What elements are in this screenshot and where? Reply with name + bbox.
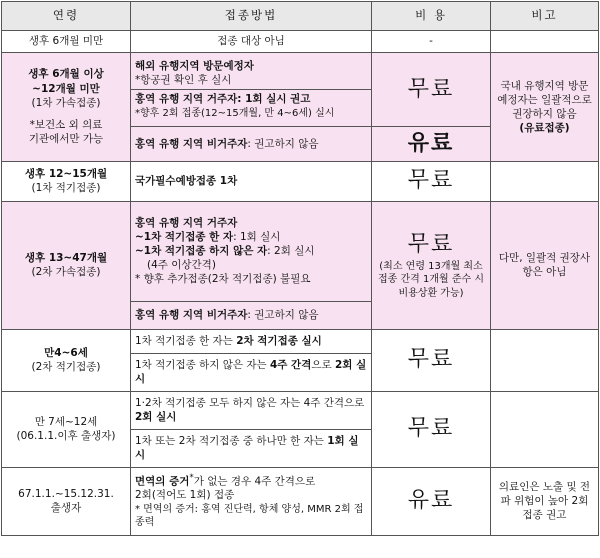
header-method: 접종방법 — [131, 2, 372, 31]
method-bold: ~1차 적기접종 하지 않은 자 — [135, 245, 268, 258]
method-cell — [131, 429, 372, 467]
method-sub: *향후 2회 접종(12~15개월, 만 4~6세) 실시 — [135, 107, 335, 119]
method-text: : 권고하지 않음 — [247, 309, 319, 322]
method-text: 1차 적기접종 한 자는 — [135, 335, 237, 348]
method-text: 1차 적기접종 하지 않은 자는 — [135, 359, 270, 372]
method-text: 1·2차 적기접종 모두 하지 않은 자는 4주 간격으로 — [135, 397, 365, 410]
age-line: (2차 적기접종) — [31, 361, 101, 374]
method-text: 1차 또는 2차 적기접종 중 하나만 한 자는 — [135, 435, 328, 448]
method-text: : 2회 실시 — [267, 245, 315, 258]
note-cell — [491, 329, 599, 391]
method-cell — [131, 201, 372, 301]
age-line: 생후 12~15개월 — [24, 168, 108, 181]
method-bold: 면역의 증거 — [135, 475, 190, 488]
cost-cell: 무료 — [372, 391, 491, 467]
age-line: 67.1.1.~15.12.31. — [18, 488, 114, 501]
method-sub: * 면역의 증거: 홍역 진단력, 항체 양성, MMR 2회 접종력 — [135, 503, 364, 529]
method-text: 가 없는 경우 4주 간격으로 — [193, 475, 316, 488]
method-cell — [131, 301, 372, 329]
age-note: 기관에서만 가능 — [28, 133, 104, 146]
method-title: 홍역 유행 지역 거주자: 1회 실시 권고 — [135, 93, 311, 106]
note-cell — [491, 391, 599, 467]
age-line: 생후 6개월 이상 — [28, 68, 104, 81]
note-cell: 의료인은 노출 및 전파 위험이 높아 2회 접종 권고 — [491, 467, 599, 535]
table-row — [2, 161, 599, 201]
age-cell — [2, 53, 131, 162]
age-line: (2차 가속접종) — [31, 266, 101, 279]
age-line: (06.1.1.이후 출생자) — [16, 430, 116, 443]
method-bold: 2회 실시 — [135, 411, 177, 424]
age-line: 생후 13~47개월 — [24, 252, 108, 265]
method-sup: * — [189, 472, 194, 483]
method-text: 2회(적어도 1회) 접종 — [135, 489, 235, 502]
note-cell — [491, 53, 599, 162]
method-cell — [131, 391, 372, 429]
age-line: 출생자 — [50, 502, 82, 515]
age-cell — [2, 161, 131, 201]
age-note: *보건소 외 의료 — [29, 118, 103, 131]
method-sub: *항공권 확인 후 실시 — [135, 74, 232, 87]
method-bold: 1회 실시 — [135, 435, 359, 462]
note-text: (유료접종) — [519, 122, 570, 135]
cost-cell: 유료 — [372, 127, 491, 162]
method-bold: 홍역 유행 지역 비거주자 — [135, 309, 248, 322]
method-sub: * 향후 추가접종(2차 적기접종) 불필요 — [135, 273, 311, 286]
method-title: 해외 유행지역 방문예정자 — [135, 59, 254, 72]
age-cell — [2, 391, 131, 467]
method-bold: 홍역 유행 지역 비거주자 — [135, 137, 248, 150]
cost-cell: 유료 — [372, 467, 491, 535]
header-note: 비고 — [491, 2, 599, 31]
method-cell — [131, 353, 372, 391]
age-line: ~12개월 미만 — [32, 82, 100, 95]
cost-cell: 무료 — [372, 161, 491, 201]
cost-note: (최소 연령 13개월 최소 접종 간격 1개월 준수 시 비용상환 가능) — [377, 260, 485, 299]
method-bold: 4주 간격 — [269, 359, 312, 372]
age-line: 만4~6세 — [44, 347, 88, 360]
age-line: (1차 가속접종) — [31, 96, 101, 109]
method-text: 으로 — [311, 359, 335, 372]
method-bold: 2차 적기접종 실시 — [236, 335, 322, 348]
age-line: (1차 적기접종) — [31, 182, 101, 195]
method-bold: ~1차 적기접종 한 자 — [135, 230, 234, 243]
note-cell: 다만, 일괄적 권장사항은 아님 — [491, 201, 599, 329]
table-row — [2, 53, 599, 127]
method-cell — [131, 127, 372, 162]
table-row — [2, 201, 599, 301]
age-cell — [2, 201, 131, 329]
cost-cell — [372, 201, 491, 329]
method-text: : 권고하지 않음 — [247, 137, 319, 150]
method-cell — [131, 329, 372, 353]
age-line: 만 7세~12세 — [34, 416, 98, 429]
method-cell — [131, 467, 372, 535]
note-text: 국내 유행지역 방문 예정자는 일괄적으로 권장하지 않음 — [497, 79, 592, 120]
table-row — [2, 467, 599, 535]
table-row — [2, 329, 599, 353]
cost-cell: - — [372, 31, 491, 53]
method-title: 홍역 유행 지역 거주자 — [135, 216, 238, 229]
table-row — [2, 391, 599, 429]
table-row — [2, 31, 599, 53]
age-cell — [2, 467, 131, 535]
cost-cell: 무료 — [372, 329, 491, 391]
note-cell — [491, 161, 599, 201]
age-cell: 생후 6개월 미만 — [2, 31, 131, 53]
method-cell: 접종 대상 아님 — [131, 31, 372, 53]
cost-value: 무료 — [407, 232, 455, 258]
header-row — [2, 2, 599, 31]
cost-cell: 무료 — [372, 53, 491, 127]
method-cell — [131, 53, 372, 127]
method-cell: 국가필수예방접종 1차 — [131, 161, 372, 201]
method-sub: (4주 이상간격) — [147, 259, 216, 272]
method-bold: 2회 실시 — [135, 359, 367, 386]
note-cell — [491, 31, 599, 53]
method-text: : 1회 실시 — [233, 230, 281, 243]
vaccination-table — [1, 1, 599, 536]
header-cost: 비 용 — [372, 2, 491, 31]
age-cell — [2, 329, 131, 391]
header-age: 연령 — [2, 2, 131, 31]
